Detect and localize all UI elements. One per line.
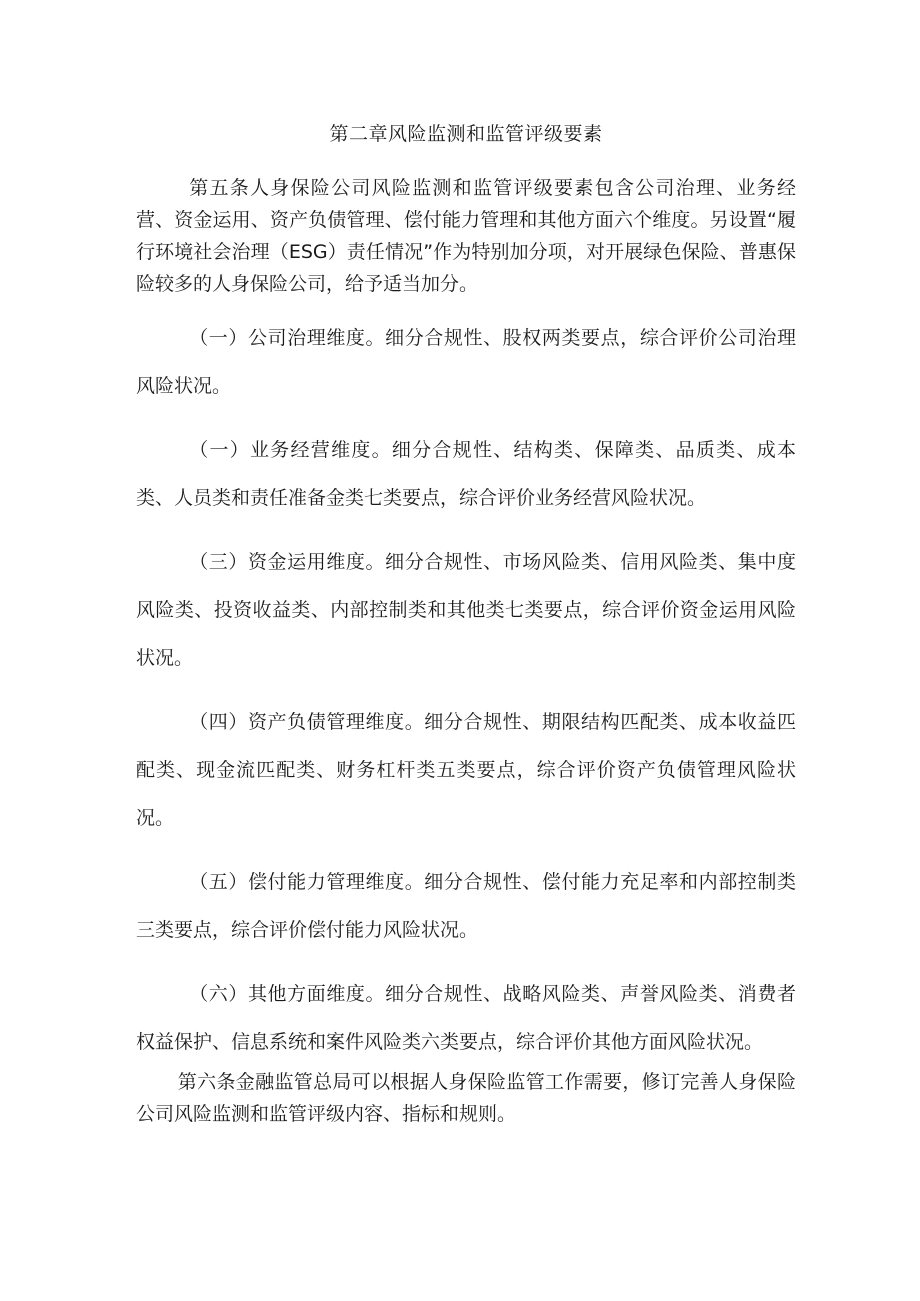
item-solvency-management: （五）偿付能力管理维度。细分合规性、偿付能力充足率和内部控制类三类要点，综合评价偿付能力风险状况。 [136, 871, 796, 941]
article-5-paragraph: 第五条人身保险公司风险监测和监管评级要素包含公司治理、业务经营、资金运用、资产负债管理、偿付能力管理和其他方面六个维度。另设置“履行环境社会治理（ESG）责任情况”作为特别加分项，对开展绿色保险、普惠保险较多的人身保险公司，给予适当加分。 [136, 177, 796, 295]
item-corporate-governance: （一）公司治理维度。细分合规性、股权两类要点，综合评价公司治理风险状况。 [136, 327, 796, 397]
item-fund-utilization: （三）资金运用维度。细分合规性、市场风险类、信用风险类、集中度风险类、投资收益类、内部控制类和其他类七类要点，综合评价资金运用风险状况。 [136, 551, 796, 669]
item-other-aspects: （六）其他方面维度。细分合规性、战略风险类、声誉风险类、消费者权益保护、信息系统和案件风险类六类要点，综合评价其他方面风险状况。 [136, 983, 796, 1053]
item-business-operation: （一）业务经营维度。细分合规性、结构类、保障类、品质类、成本类、人员类和责任准备金类七类要点，综合评价业务经营风险状况。 [136, 439, 796, 509]
document-body [136, 118, 796, 1130]
chapter-title: 第二章风险监测和监管评级要素 [329, 123, 603, 145]
item-asset-liability-management: （四）资产负债管理维度。细分合规性、期限结构匹配类、成本收益匹配类、现金流匹配类、财务杠杆类五类要点，综合评价资产负债管理风险状况。 [136, 711, 796, 829]
article-6-paragraph: 第六条金融监管总局可以根据人身保险监管工作需要，修订完善人身保险公司风险监测和监管评级内容、指标和规则。 [136, 1071, 796, 1125]
